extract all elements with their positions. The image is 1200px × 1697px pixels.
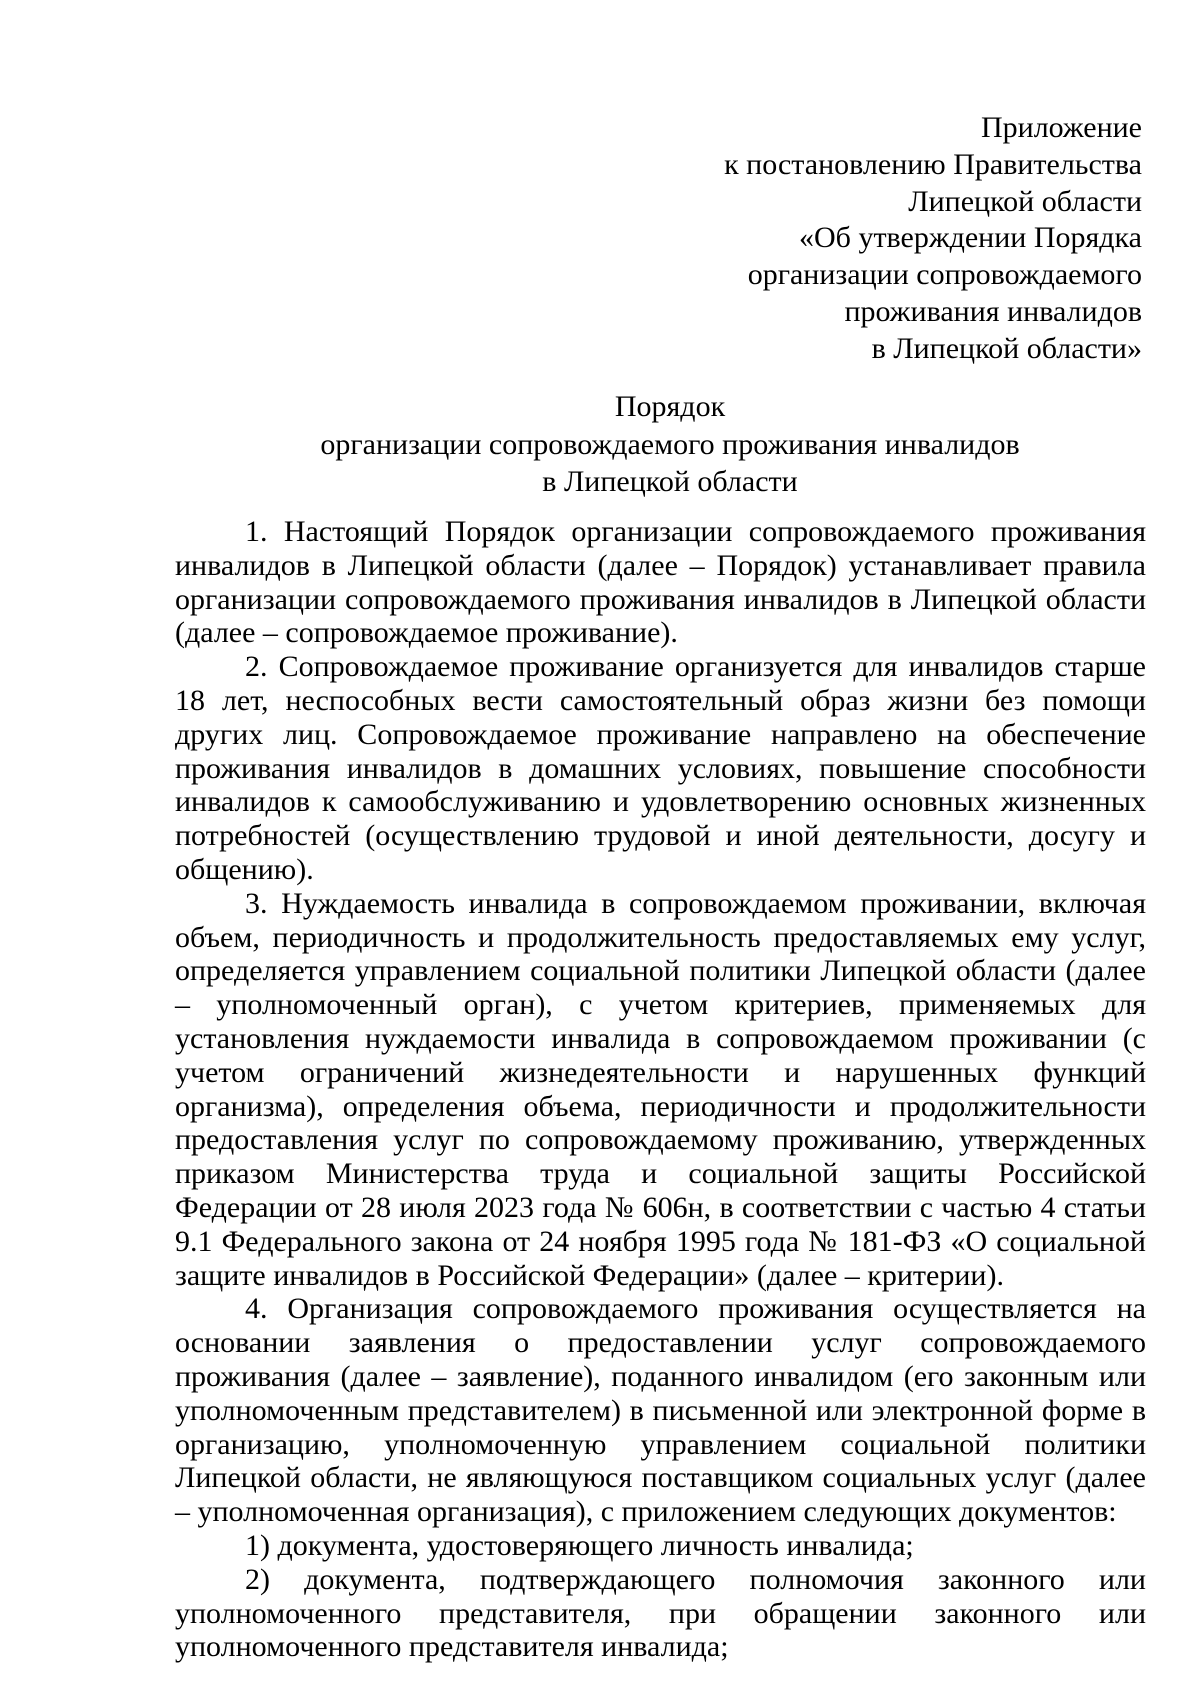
document-body — [175, 515, 1146, 1664]
paragraph-2: 2. Сопровождаемое проживание организуется для инвалидов старше 18 лет, неспособных вести самостоятельный образ жизни без помощи других лиц. Сопровождаемое проживание направлено на обеспечение проживания инвалидов в домашних условиях, повышение способности инвалидов к самообслуживанию и удовлетворению основных жизненных потребностей (осуществлению трудовой и иной деятельности, досугу и общению). — [175, 650, 1146, 886]
title-line: в Липецкой области — [542, 465, 798, 498]
appendix-line: Приложение — [980, 111, 1142, 144]
list-item-2: 2) документа, подтверждающего полномочия законного или уполномоченного представителя, при обращении законного или уполномоченного представителя инвалида; — [175, 1562, 1146, 1664]
title-line: организации сопровождаемого проживания инвалидов — [320, 427, 1020, 461]
appendix-line: к постановлению Правительства — [724, 147, 1142, 181]
title-line: Порядок — [614, 390, 726, 423]
document-title — [170, 388, 1170, 501]
appendix-line: организации сопровождаемого — [747, 258, 1142, 292]
list-item-1: 1) документа, удостоверяющего личность инвалида; — [245, 1528, 914, 1562]
appendix-header — [582, 110, 1142, 368]
appendix-line: проживания инвалидов — [844, 294, 1142, 328]
paragraph-1: 1. Настоящий Порядок организации сопровождаемого проживания инвалидов в Липецкой области (далее – Порядок) устанавливает правила организации сопровождаемого проживания инвалидов в Липецкой области (далее – сопровождаемое проживание). — [175, 515, 1146, 650]
appendix-line: Липецкой области — [908, 184, 1142, 218]
paragraph-3: 3. Нуждаемость инвалида в сопровождаемом проживании, включая объем, периодичность и продолжительность предоставляемых ему услуг, определяется управлением социальной политики Липецкой области (далее – уполномоченный орган), с учетом критериев, применяемых для установления нуждаемости инвалида в сопровождаемом проживании (с учетом ограничений жизнедеятельности и нарушенных функций организма), определения объема, периодичности и продолжительности предоставления услуг по сопровождаемому проживанию, утвержденных приказом Министерства труда и социальной защиты Российской Федерации от 28 июля 2023 года № 606н, в соответствии с частью 4 статьи 9.1 Федерального закона от 24 ноября 1995 года № 181-ФЗ «О социальной защите инвалидов в Российской Федерации» (далее – критерии). — [175, 886, 1146, 1292]
appendix-line: в Липецкой области» — [871, 331, 1142, 365]
appendix-line: «Об утверждении Порядка — [799, 221, 1142, 255]
paragraph-4: 4. Организация сопровождаемого проживания осуществляется на основании заявления о предоставлении услуг сопровождаемого проживания (далее – заявление), поданного инвалидом (его законным или уполномоченным представителем) в письменной или электронной форме в организацию, уполномоченную управлением социальной политики Липецкой области, не являющуюся поставщиком социальных услуг (далее – уполномоченная организация), с приложением следующих документов: — [175, 1292, 1146, 1529]
